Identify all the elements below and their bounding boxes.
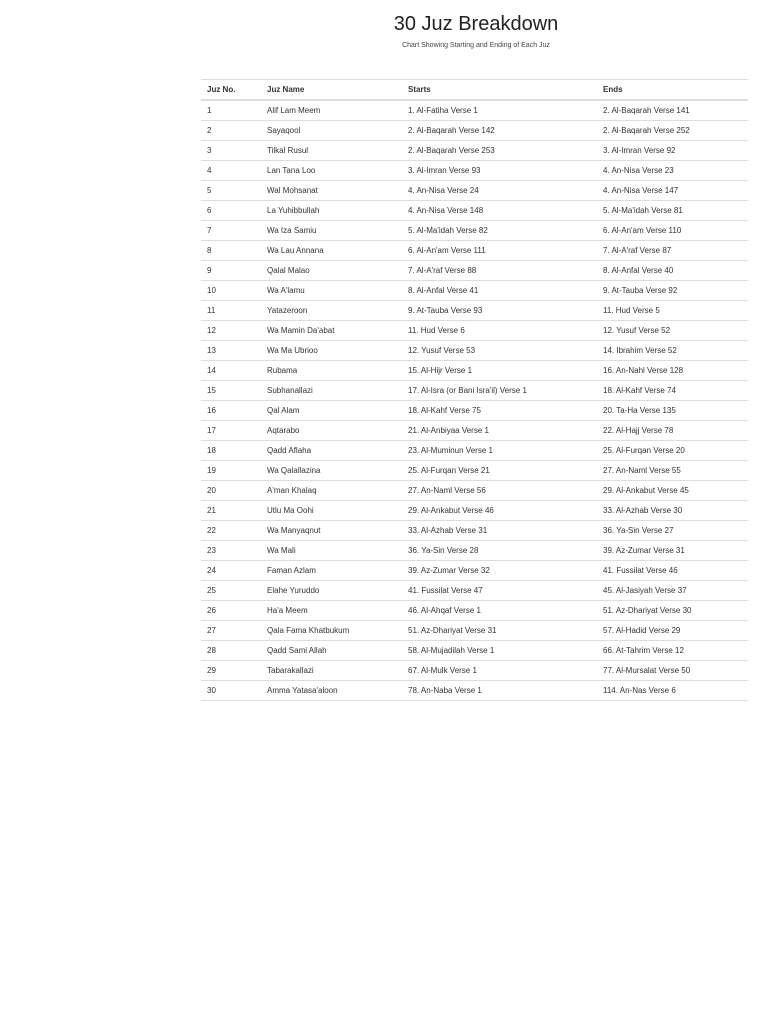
cell-starts: 4. An-Nisa Verse 148	[402, 201, 597, 221]
cell-juz-name: Faman Azlam	[261, 561, 402, 581]
table-row	[201, 141, 748, 161]
cell-starts: 25. Al-Furqan Verse 21	[402, 461, 597, 481]
header-row	[201, 80, 748, 101]
cell-juz-name: Subhanallazi	[261, 381, 402, 401]
cell-juz-no: 3	[201, 141, 261, 161]
table-row	[201, 481, 748, 501]
table-row	[201, 381, 748, 401]
cell-ends: 2. Al-Baqarah Verse 252	[597, 121, 748, 141]
table-row	[201, 581, 748, 601]
cell-juz-name: Qala Fama Khatbukum	[261, 621, 402, 641]
cell-juz-name: Wa Mamin Da'abat	[261, 321, 402, 341]
cell-ends: 4. An-Nisa Verse 147	[597, 181, 748, 201]
table-body	[201, 100, 748, 701]
cell-juz-no: 30	[201, 681, 261, 701]
cell-juz-name: Tilkal Rusul	[261, 141, 402, 161]
table-row	[201, 201, 748, 221]
cell-ends: 11. Hud Verse 5	[597, 301, 748, 321]
cell-ends: 7. Al-A'raf Verse 87	[597, 241, 748, 261]
cell-juz-no: 14	[201, 361, 261, 381]
cell-juz-no: 21	[201, 501, 261, 521]
cell-starts: 33. Al-Azhab Verse 31	[402, 521, 597, 541]
cell-juz-name: A'man Khalaq	[261, 481, 402, 501]
cell-starts: 3. Al-Imran Verse 93	[402, 161, 597, 181]
table-row	[201, 521, 748, 541]
table-row	[201, 361, 748, 381]
table-row	[201, 281, 748, 301]
cell-ends: 2. Al-Baqarah Verse 141	[597, 100, 748, 121]
cell-juz-no: 22	[201, 521, 261, 541]
cell-juz-no: 4	[201, 161, 261, 181]
cell-starts: 39. Az-Zumar Verse 32	[402, 561, 597, 581]
table-row	[201, 421, 748, 441]
table-row	[201, 461, 748, 481]
cell-juz-name: Alif Lam Meem	[261, 100, 402, 121]
cell-starts: 36. Ya-Sin Verse 28	[402, 541, 597, 561]
cell-ends: 6. Al-An'am Verse 110	[597, 221, 748, 241]
cell-starts: 58. Al-Mujadilah Verse 1	[402, 641, 597, 661]
juz-table	[201, 79, 748, 701]
table-row	[201, 161, 748, 181]
header-juz-no: Juz No.	[201, 80, 261, 101]
table-row	[201, 601, 748, 621]
cell-juz-no: 2	[201, 121, 261, 141]
cell-starts: 15. Al-Hijr Verse 1	[402, 361, 597, 381]
cell-ends: 12. Yusuf Verse 52	[597, 321, 748, 341]
cell-juz-name: Wa Lau Annana	[261, 241, 402, 261]
page-subtitle: Chart Showing Starting and Ending of Each Juz	[402, 42, 550, 49]
cell-juz-no: 27	[201, 621, 261, 641]
header-ends: Ends	[597, 80, 748, 101]
cell-juz-name: Wa Iza Samiu	[261, 221, 402, 241]
cell-starts: 27. An-Naml Verse 56	[402, 481, 597, 501]
cell-starts: 67. Al-Mulk Verse 1	[402, 661, 597, 681]
table-row	[201, 441, 748, 461]
table-row	[201, 221, 748, 241]
table-row	[201, 100, 748, 121]
table-row	[201, 341, 748, 361]
cell-ends: 36. Ya-Sin Verse 27	[597, 521, 748, 541]
cell-juz-no: 1	[201, 100, 261, 121]
table-row	[201, 541, 748, 561]
cell-juz-no: 5	[201, 181, 261, 201]
cell-starts: 4. An-Nisa Verse 24	[402, 181, 597, 201]
cell-starts: 18. Al-Kahf Verse 75	[402, 401, 597, 421]
cell-ends: 25. Al-Furqan Verse 20	[597, 441, 748, 461]
cell-juz-no: 17	[201, 421, 261, 441]
cell-juz-name: Qadd Aflaha	[261, 441, 402, 461]
table-row	[201, 621, 748, 641]
cell-juz-name: La Yuhibbullah	[261, 201, 402, 221]
cell-juz-no: 6	[201, 201, 261, 221]
cell-juz-name: Utlu Ma Oohi	[261, 501, 402, 521]
cell-starts: 11. Hud Verse 6	[402, 321, 597, 341]
cell-starts: 51. Az-Dhariyat Verse 31	[402, 621, 597, 641]
table-row	[201, 561, 748, 581]
cell-juz-name: Yatazeroon	[261, 301, 402, 321]
cell-juz-name: Wa Manyaqnut	[261, 521, 402, 541]
cell-juz-name: Wal Mohsanat	[261, 181, 402, 201]
cell-starts: 8. Al-Anfal Verse 41	[402, 281, 597, 301]
cell-starts: 29. Al-Ankabut Verse 46	[402, 501, 597, 521]
cell-juz-name: Qalal Malao	[261, 261, 402, 281]
cell-juz-name: Amma Yatasa'aloon	[261, 681, 402, 701]
cell-juz-name: Rubama	[261, 361, 402, 381]
cell-ends: 41. Fussilat Verse 46	[597, 561, 748, 581]
cell-starts: 2. Al-Baqarah Verse 253	[402, 141, 597, 161]
cell-juz-no: 20	[201, 481, 261, 501]
cell-ends: 22. Al-Hajj Verse 78	[597, 421, 748, 441]
cell-juz-no: 12	[201, 321, 261, 341]
cell-juz-no: 15	[201, 381, 261, 401]
cell-ends: 39. Az-Zumar Verse 31	[597, 541, 748, 561]
cell-juz-no: 10	[201, 281, 261, 301]
cell-starts: 21. Al-Anbiyaa Verse 1	[402, 421, 597, 441]
table-row	[201, 261, 748, 281]
cell-juz-name: Lan Tana Loo	[261, 161, 402, 181]
table-row	[201, 641, 748, 661]
cell-starts: 23. Al-Muminun Verse 1	[402, 441, 597, 461]
table-row	[201, 121, 748, 141]
table-row	[201, 661, 748, 681]
cell-ends: 9. At-Tauba Verse 92	[597, 281, 748, 301]
table-row	[201, 181, 748, 201]
cell-starts: 6. Al-An'am Verse 111	[402, 241, 597, 261]
cell-ends: 20. Ta-Ha Verse 135	[597, 401, 748, 421]
cell-ends: 45. Al-Jasiyah Verse 37	[597, 581, 748, 601]
cell-ends: 3. Al-Imran Verse 92	[597, 141, 748, 161]
cell-starts: 5. Al-Ma'idah Verse 82	[402, 221, 597, 241]
cell-ends: 29. Al-Ankabut Verse 45	[597, 481, 748, 501]
cell-juz-no: 8	[201, 241, 261, 261]
cell-starts: 12. Yusuf Verse 53	[402, 341, 597, 361]
cell-ends: 16. An-Nahl Verse 128	[597, 361, 748, 381]
cell-juz-name: Wa Mali	[261, 541, 402, 561]
page-title: 30 Juz Breakdown	[393, 13, 559, 35]
header-starts: Starts	[402, 80, 597, 101]
cell-juz-no: 9	[201, 261, 261, 281]
cell-ends: 51. Az-Dhariyat Verse 30	[597, 601, 748, 621]
cell-juz-no: 18	[201, 441, 261, 461]
cell-ends: 77. Al-Mursalat Verse 50	[597, 661, 748, 681]
cell-juz-no: 13	[201, 341, 261, 361]
cell-starts: 17. Al-Isra (or Bani Isra'il) Verse 1	[402, 381, 597, 401]
cell-juz-name: Aqtarabo	[261, 421, 402, 441]
cell-juz-no: 11	[201, 301, 261, 321]
cell-juz-name: Wa Qalallazina	[261, 461, 402, 481]
cell-juz-no: 26	[201, 601, 261, 621]
table-row	[201, 501, 748, 521]
cell-juz-no: 28	[201, 641, 261, 661]
cell-ends: 66. At-Tahrim Verse 12	[597, 641, 748, 661]
cell-juz-name: Elahe Yuruddo	[261, 581, 402, 601]
cell-starts: 1. Al-Fatiha Verse 1	[402, 100, 597, 121]
cell-juz-name: Wa A'lamu	[261, 281, 402, 301]
cell-ends: 114. An-Nas Verse 6	[597, 681, 748, 701]
cell-ends: 14. Ibrahim Verse 52	[597, 341, 748, 361]
cell-ends: 18. Al-Kahf Verse 74	[597, 381, 748, 401]
cell-juz-no: 25	[201, 581, 261, 601]
table-row	[201, 401, 748, 421]
cell-juz-no: 24	[201, 561, 261, 581]
header-juz-name: Juz Name	[261, 80, 402, 101]
cell-juz-no: 7	[201, 221, 261, 241]
table-header	[201, 80, 748, 101]
table-row	[201, 241, 748, 261]
cell-juz-name: Wa Ma Ubrioo	[261, 341, 402, 361]
cell-juz-no: 16	[201, 401, 261, 421]
cell-juz-name: Ha'a Meem	[261, 601, 402, 621]
cell-ends: 4. An-Nisa Verse 23	[597, 161, 748, 181]
table-row	[201, 301, 748, 321]
cell-juz-name: Tabarakallazi	[261, 661, 402, 681]
cell-ends: 27. An-Naml Verse 55	[597, 461, 748, 481]
cell-juz-name: Qal Alam	[261, 401, 402, 421]
cell-ends: 33. Al-Azhab Verse 30	[597, 501, 748, 521]
table-row	[201, 321, 748, 341]
cell-starts: 41. Fussilat Verse 47	[402, 581, 597, 601]
cell-juz-no: 29	[201, 661, 261, 681]
cell-juz-name: Qadd Sami Allah	[261, 641, 402, 661]
cell-juz-no: 23	[201, 541, 261, 561]
cell-ends: 8. Al-Anfal Verse 40	[597, 261, 748, 281]
cell-ends: 57. Al-Hadid Verse 29	[597, 621, 748, 641]
cell-starts: 46. Al-Ahqaf Verse 1	[402, 601, 597, 621]
cell-ends: 5. Al-Ma'idah Verse 81	[597, 201, 748, 221]
cell-juz-name: Sayaqool	[261, 121, 402, 141]
cell-starts: 2. Al-Baqarah Verse 142	[402, 121, 597, 141]
cell-starts: 7. Al-A'raf Verse 88	[402, 261, 597, 281]
table-row	[201, 681, 748, 701]
cell-starts: 78. An-Naba Verse 1	[402, 681, 597, 701]
cell-juz-no: 19	[201, 461, 261, 481]
cell-starts: 9. At-Tauba Verse 93	[402, 301, 597, 321]
